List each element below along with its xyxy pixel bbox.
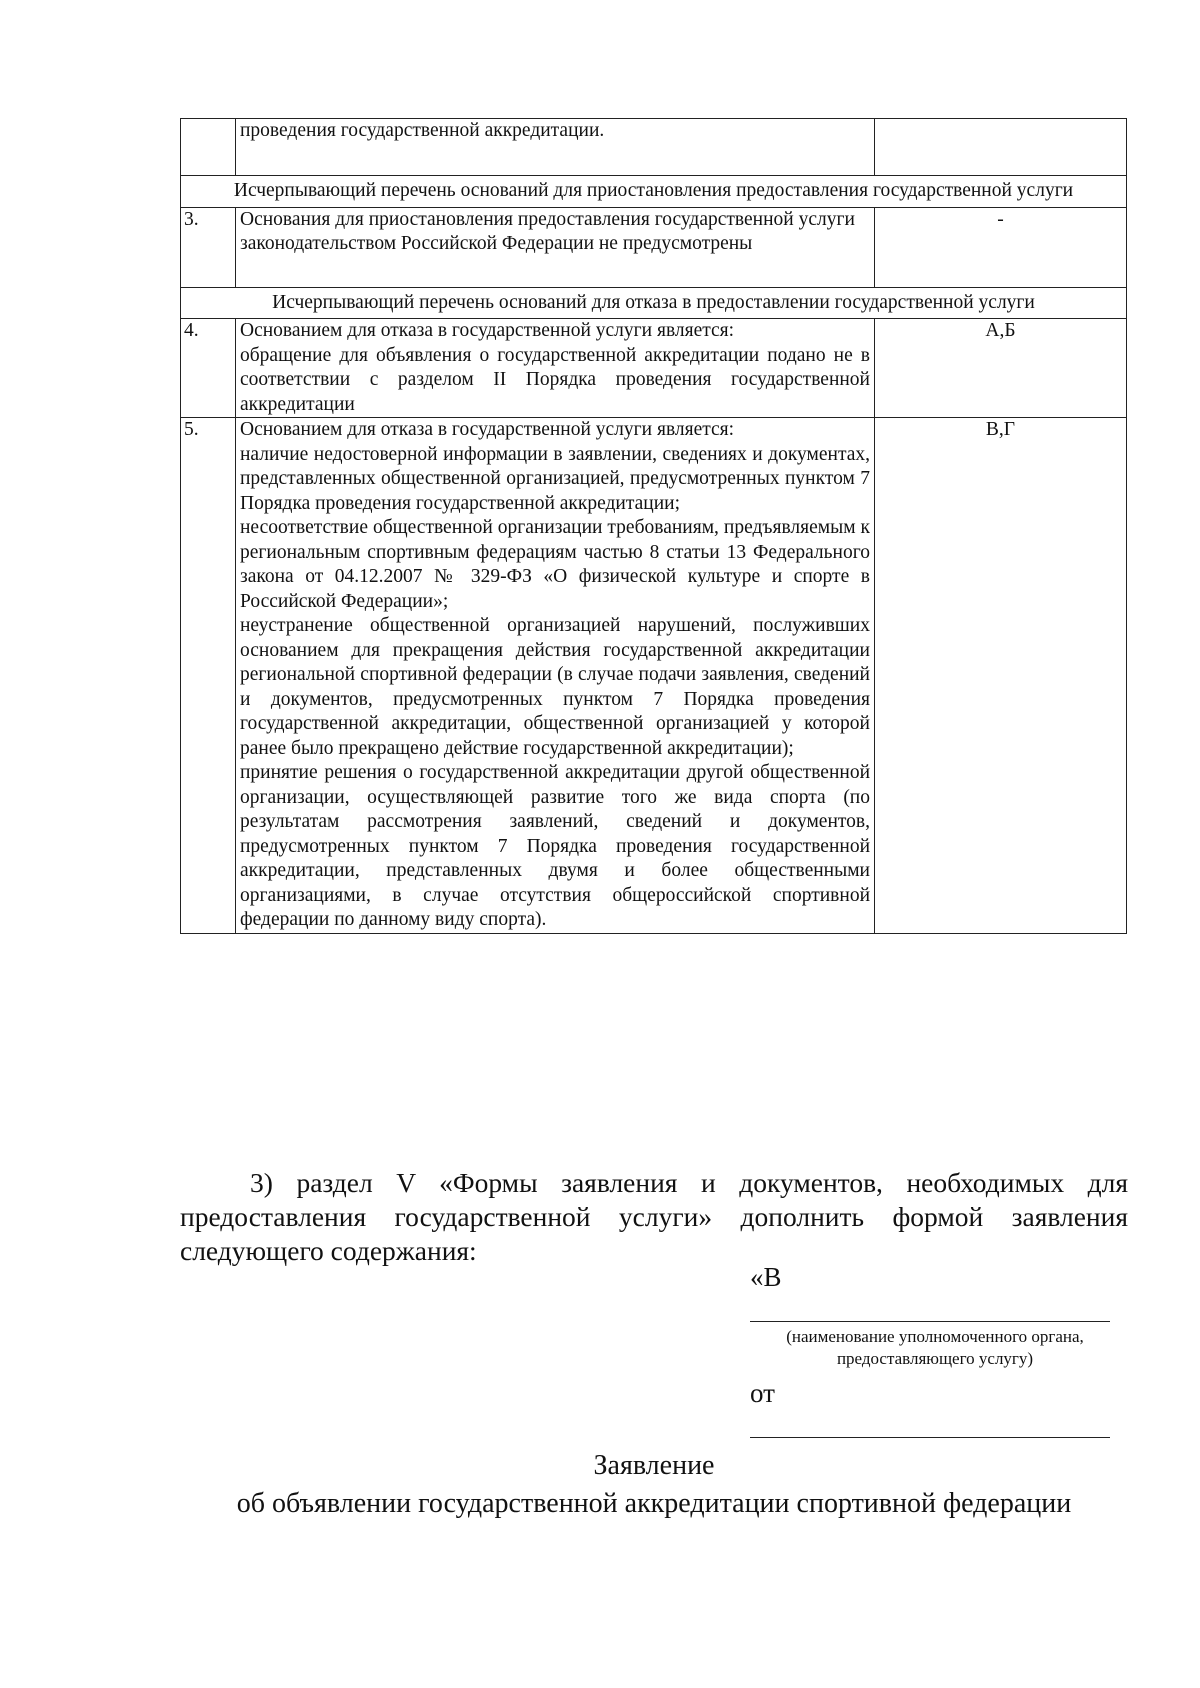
addressee-caption: (наименование уполномоченного органа, предоставляющего услугу) xyxy=(786,1327,1084,1368)
row5-ground-2: несоответствие общественной организации требованиям, предъявляемым к региональным спортивным федерациям частью 8 статьи 13 Федерального закона от 04.12.2007 № 329-ФЗ «О физической культуре и спорте в Российской Федерации»; xyxy=(240,517,870,612)
table-row xyxy=(181,207,1127,287)
row-number: 3. xyxy=(181,207,236,287)
row-number xyxy=(181,119,236,176)
header-suspension: Исчерпывающий перечень оснований для приостановления предоставления государственной услуги xyxy=(181,176,1127,208)
row5-ground-4: принятие решения о государственной аккредитации другой общественной организации, осуществляющей развитие того же вида спорта (по результатам рассмотрения заявлений, сведений и документов, предусмотренных пунктом 7 Порядка проведения государственной аккредитации, представленных двумя и более общественными организациями, в случае отсутствия общероссийской спортивной федерации по данному виду спорта). xyxy=(240,762,870,930)
row-text xyxy=(236,207,875,287)
row-result xyxy=(875,119,1127,176)
form-title: Заявление xyxy=(593,1450,715,1481)
table-row xyxy=(181,418,1127,934)
row4-ground: обращение для объявления о государственной аккредитации подано не в соответствии с разделом II Порядка проведения государственной аккредитации xyxy=(240,344,870,415)
row-result: А,Б xyxy=(875,319,1127,418)
table-header-row xyxy=(181,176,1127,208)
addressee-block xyxy=(750,1262,1120,1438)
row-number: 5. xyxy=(181,418,236,934)
row-result: В,Г xyxy=(875,418,1127,934)
row5-ground-1: наличие недостоверной информации в заявлении, сведениях и документах, представленных общественной организацией, предусмотренных пунктом 7 Порядка проведения государственной аккредитации; xyxy=(240,443,870,514)
amendment-paragraph xyxy=(180,1166,1128,1268)
grounds-table xyxy=(180,118,1127,934)
row-result: - xyxy=(875,207,1127,287)
header-refusal: Исчерпывающий перечень оснований для отказа в предоставлении государственной услуги xyxy=(181,287,1127,319)
sender-underline xyxy=(750,1409,1110,1438)
row5-ground-3: неустранение общественной организацией нарушений, послуживших основанием для прекращения действия государственной аккредитации региональной спортивной федерации (в случае подачи заявления, сведений и документов, предусмотренных пунктом 7 Порядка проведения государственной аккредитации, общественной организацией у которой ранее было прекращено действие государственной аккредитации); xyxy=(240,615,870,759)
row-text xyxy=(236,319,875,418)
row3-text: Основания для приостановления предоставления государственной услуги законодательством Российской Федерации не предусмотрены xyxy=(240,208,855,254)
addressee-label: «В xyxy=(750,1262,782,1292)
row-number: 4. xyxy=(181,319,236,418)
amendment-text: 3) раздел V «Формы заявления и документов, необходимых для предоставления государственной услуги» дополнить формой заявления следующего содержания: xyxy=(180,1167,1128,1266)
row-text xyxy=(236,418,875,934)
table-row xyxy=(181,119,1127,176)
row-text: проведения государственной аккредитации. xyxy=(236,119,875,176)
addressee-underline xyxy=(750,1293,1110,1322)
row4-intro: Основанием для отказа в государственной услуги является: xyxy=(240,320,735,341)
sender-label: от xyxy=(750,1378,775,1408)
row5-intro: Основанием для отказа в государственной услуги является: xyxy=(240,419,735,440)
table-row xyxy=(181,319,1127,418)
table-header-row xyxy=(181,287,1127,319)
form-subtitle: об объявлении государственной аккредитации спортивной федерации xyxy=(236,1488,1072,1519)
